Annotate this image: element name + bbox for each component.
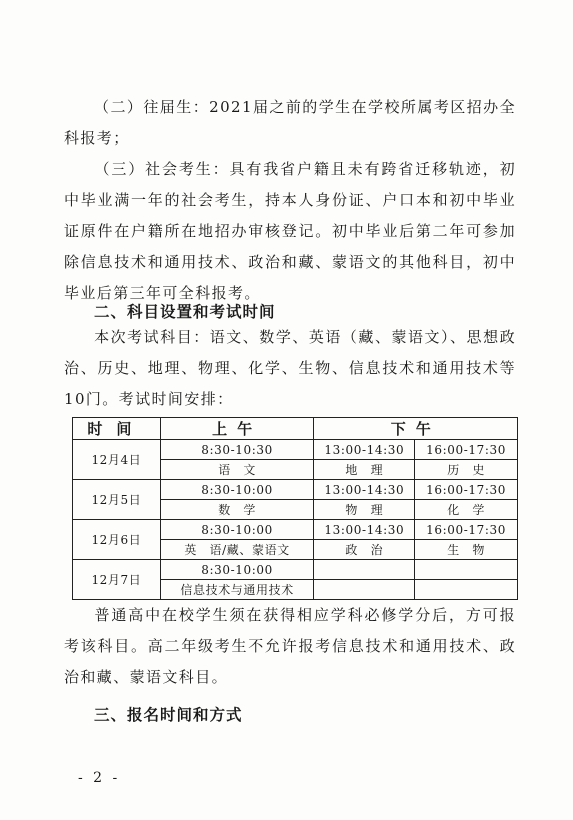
am-time-cell: 8:30-10:00 bbox=[160, 560, 314, 580]
paragraph-former-students-text: （二）往届生：2021届之前的学生在学校所属考区招办全科报考； bbox=[64, 98, 516, 147]
date-cell: 12月7日 bbox=[73, 560, 161, 600]
paragraph-social-candidates-text: （三）社会考生：具有我省户籍且未有跨省迁移轨迹，初中毕业满一年的社会考生，持本人身份证、户口本和初中毕业证原件在户籍所在地招办审核登记。初中毕业后第二年可参加除信息技术和通用技术、政治和藏、蒙语文的其他科目，初中毕业后第三年可全科报考。 bbox=[64, 160, 516, 302]
pm1-subject-cell: 物 理 bbox=[314, 500, 415, 520]
am-time-cell: 8:30-10:00 bbox=[160, 480, 314, 500]
paragraph-exam-subjects-text: 本次考试科目：语文、数学、英语（藏、蒙语文）、思想政治、历史、地理、物理、化学、生物、信息技术和通用技术等10门。考试时间安排： bbox=[64, 328, 516, 408]
pm2-subject-cell: 历 史 bbox=[415, 460, 518, 480]
paragraph-eligibility bbox=[64, 600, 516, 693]
pm2-subject-cell bbox=[415, 580, 518, 600]
pm2-time-cell bbox=[415, 560, 518, 580]
header-afternoon: 下午 bbox=[314, 418, 518, 440]
pm2-subject-cell: 化 学 bbox=[415, 500, 518, 520]
pm2-subject-cell: 生 物 bbox=[415, 540, 518, 560]
header-morning: 上午 bbox=[160, 418, 314, 440]
am-subject-cell: 语 文 bbox=[160, 460, 314, 480]
date-cell: 12月5日 bbox=[73, 480, 161, 520]
pm1-subject-cell bbox=[314, 580, 415, 600]
pm1-time-cell: 13:00-14:30 bbox=[314, 480, 415, 500]
pm1-time-cell: 13:00-14:30 bbox=[314, 440, 415, 460]
paragraph-former-students bbox=[64, 92, 516, 154]
table-row bbox=[73, 560, 518, 580]
pm1-subject-cell: 地 理 bbox=[314, 460, 415, 480]
am-subject-cell: 数 学 bbox=[160, 500, 314, 520]
section-heading-subjects: 二、科目设置和考试时间 bbox=[94, 303, 276, 321]
table-row bbox=[73, 480, 518, 500]
table-row bbox=[73, 440, 518, 460]
am-subject-cell: 信息技术与通用技术 bbox=[160, 580, 314, 600]
pm2-time-cell: 16:00-17:30 bbox=[415, 480, 518, 500]
am-subject-cell: 英 语/藏、蒙语文 bbox=[160, 540, 314, 560]
pm2-time-cell: 16:00-17:30 bbox=[415, 520, 518, 540]
exam-schedule-table bbox=[72, 417, 518, 600]
am-time-cell: 8:30-10:30 bbox=[160, 440, 314, 460]
date-cell: 12月4日 bbox=[73, 440, 161, 480]
pm1-subject-cell: 政 治 bbox=[314, 540, 415, 560]
pm1-time-cell bbox=[314, 560, 415, 580]
paragraph-exam-subjects bbox=[64, 322, 516, 415]
page-number: - 2 - bbox=[78, 770, 121, 786]
pm2-time-cell: 16:00-17:30 bbox=[415, 440, 518, 460]
paragraph-social-candidates bbox=[64, 154, 516, 309]
pm1-time-cell: 13:00-14:30 bbox=[314, 520, 415, 540]
date-cell: 12月6日 bbox=[73, 520, 161, 560]
header-time: 时间 bbox=[73, 418, 161, 440]
table-row bbox=[73, 520, 518, 540]
section-heading-registration: 三、报名时间和方式 bbox=[94, 706, 243, 724]
am-time-cell: 8:30-10:00 bbox=[160, 520, 314, 540]
table-header-row bbox=[73, 418, 518, 440]
paragraph-eligibility-text: 普通高中在校学生须在获得相应学科必修学分后，方可报考该科目。高二年级考生不允许报考信息技术和通用技术、政治和藏、蒙语文科目。 bbox=[64, 606, 516, 686]
